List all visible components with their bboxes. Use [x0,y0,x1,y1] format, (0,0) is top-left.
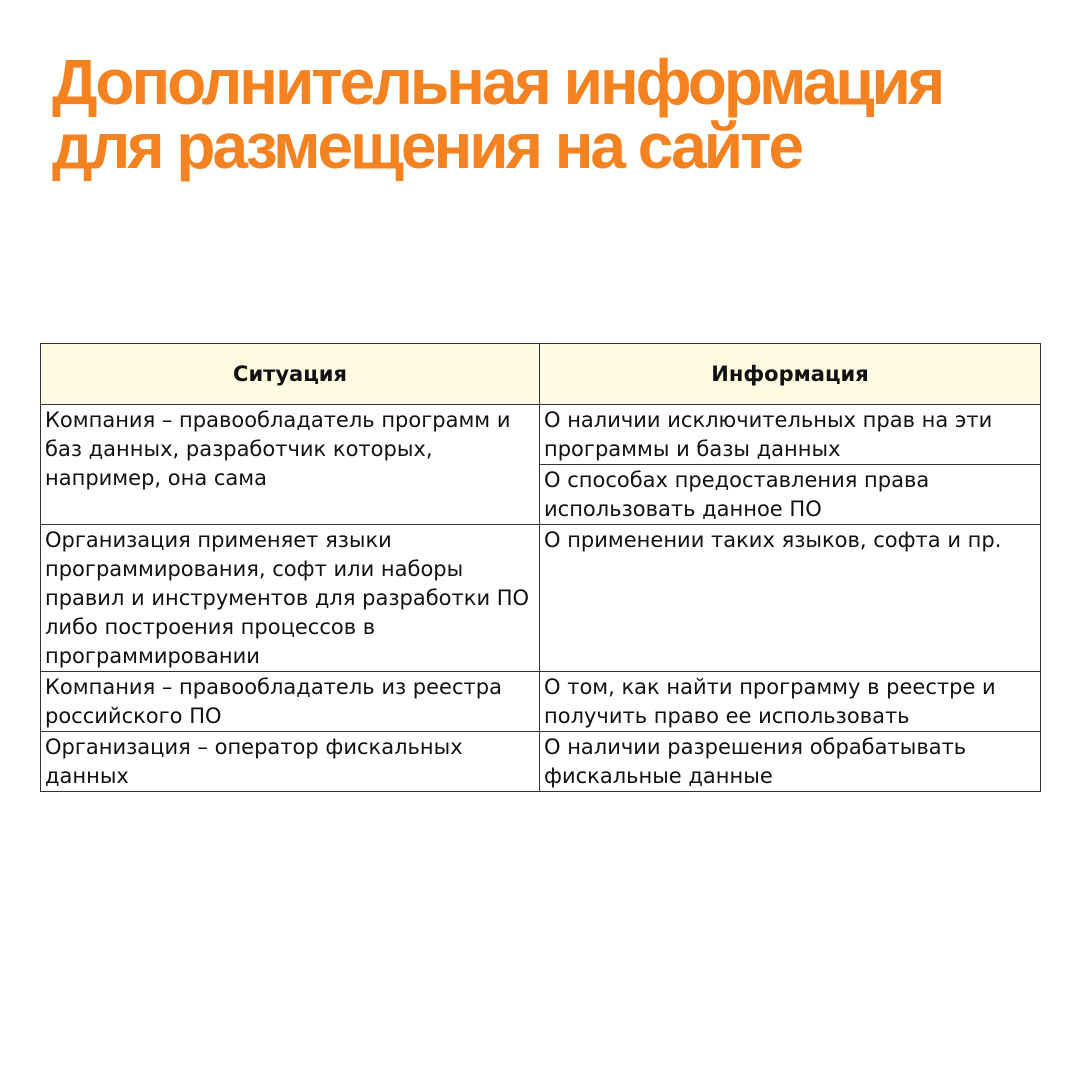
situation-text: Компания – правообладатель из реестра российского ПО [45,675,502,728]
table-row [41,672,1041,732]
information-cell [540,465,1041,525]
situation-text: Компания – правообладатель программ и баз данных, разработчик которых, например, она сама [45,408,511,490]
table-row [41,525,1041,672]
information-text: О наличии исключительных прав на эти программы и базы данных [544,408,993,461]
situation-information-table [40,343,1041,792]
page-title-line-2: для размещения на сайте [52,110,802,182]
page-title-line-1: Дополнительная информация [52,46,943,118]
information-text: О применении таких языков, софта и пр. [544,528,1002,552]
information-cell [540,525,1041,672]
header-information: Информация [540,344,1041,405]
information-text: О способах предоставления права использовать данное ПО [544,468,930,521]
information-text: О том, как найти программу в реестре и получить право ее использовать [544,675,996,728]
situation-cell [41,732,540,792]
page-title [52,46,1052,182]
information-cell [540,405,1041,465]
information-text: О наличии разрешения обрабатывать фискальные данные [544,735,967,788]
table-header-row [41,344,1041,405]
situation-cell [41,405,540,525]
situation-cell [41,525,540,672]
situation-cell [41,672,540,732]
table-row [41,732,1041,792]
header-situation: Ситуация [41,344,540,405]
table-row [41,405,1041,465]
information-cell [540,732,1041,792]
information-cell [540,672,1041,732]
situation-text: Организация – оператор фискальных данных [45,735,463,788]
situation-text: Организация применяет языки программирования, софт или наборы правил и инструментов для разработки ПО либо построения процессов в программировании [45,528,530,668]
